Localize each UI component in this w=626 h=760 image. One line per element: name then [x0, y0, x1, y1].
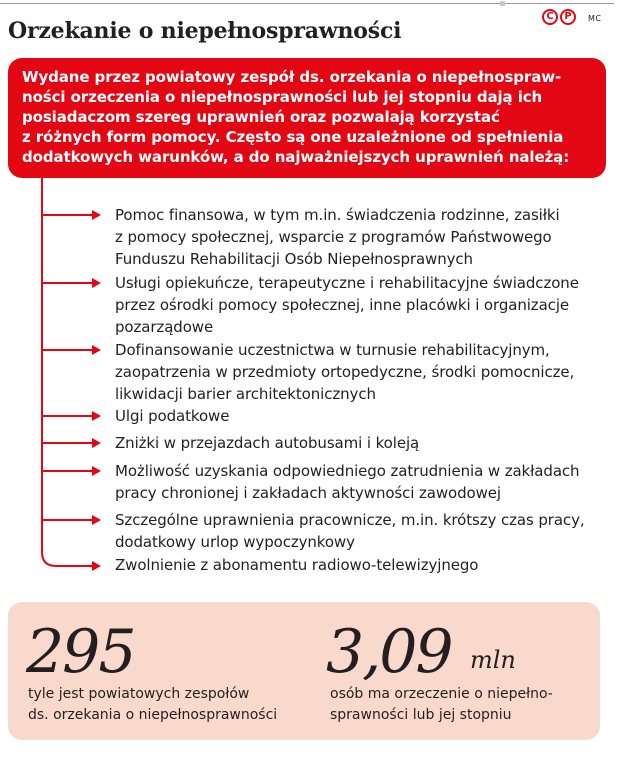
entitlement-item: Możliwość uzyskania odpowiedniego zatrudnienia w zakładach pracy chronionej i zakładach aktywności zawodowej	[115, 462, 580, 502]
logo-letter-c: C	[542, 9, 558, 25]
entitlement-item: Usługi opiekuńcze, terapeutyczne i rehabilitacyjne świadczone przez ośrodki pomocy społecznej, inne placówki i organizacje pozarządowe	[115, 274, 579, 336]
stat-value-osoby: 3,09	[326, 617, 452, 687]
logo-letter-p: P	[560, 9, 576, 25]
author-initials: MC	[588, 14, 602, 23]
entitlement-item: Dofinansowanie uczestnictwa w turnusie rehabilitacyjnym, zaopatrzenia w przedmioty ortopedyczne, środki pomocnicze, likwidacji barier architektonicznych	[115, 341, 575, 403]
arrow-head-icon	[92, 278, 101, 288]
arrow-head-icon	[92, 515, 101, 525]
arrow-head-icon	[92, 345, 101, 355]
entitlement-item: Ulgi podatkowe	[115, 407, 230, 425]
stat-description-osoby: osób ma orzeczenie o niepełno- sprawności lub jej stopniu	[330, 686, 553, 723]
arrow-head-icon	[92, 210, 101, 220]
stat-value-zespoly: 295	[26, 617, 135, 687]
page-title: Orzekanie o niepełnosprawności	[8, 18, 402, 44]
entitlement-item: Pomoc finansowa, w tym m.in. świadczenia rodzinne, zasiłki z pomocy społecznej, wsparcie z programów Państwowego Funduszu Rehabilitacji Osób Niepełnosprawnych	[115, 206, 560, 268]
entitlement-item: Zwolnienie z abonamentu radiowo-telewizyjnego	[115, 556, 479, 574]
arrow-head-icon	[92, 561, 101, 571]
entitlement-item: Zniżki w przejazdach autobusami i koleją	[115, 434, 420, 452]
arrow-head-icon	[92, 411, 101, 421]
arrow-head-icon	[92, 466, 101, 476]
tree-trunk	[42, 176, 93, 566]
stat-unit-osoby: mln	[470, 646, 516, 674]
stat-description-zespoly: tyle jest powiatowych zespołów ds. orzekania o niepełnosprawności	[28, 686, 278, 723]
intro-text: Wydane przez powiatowy zespół ds. orzekania o niepełnospraw- ności orzeczenia o niepełnosprawności lub jej stopniu dają ich posiadaczom szereg uprawnień oraz pozwalają korzystać z różnych form pomocy. Często są one uzależnione od spełnienia dodatkowych warunków, a do najważniejszych uprawnień należą:	[22, 68, 570, 166]
entitlement-item: Szczególne uprawnienia pracownicze, m.in. krótszy czas pracy, dodatkowy urlop wypoczynkowy	[115, 511, 585, 551]
arrow-head-icon	[92, 438, 101, 448]
